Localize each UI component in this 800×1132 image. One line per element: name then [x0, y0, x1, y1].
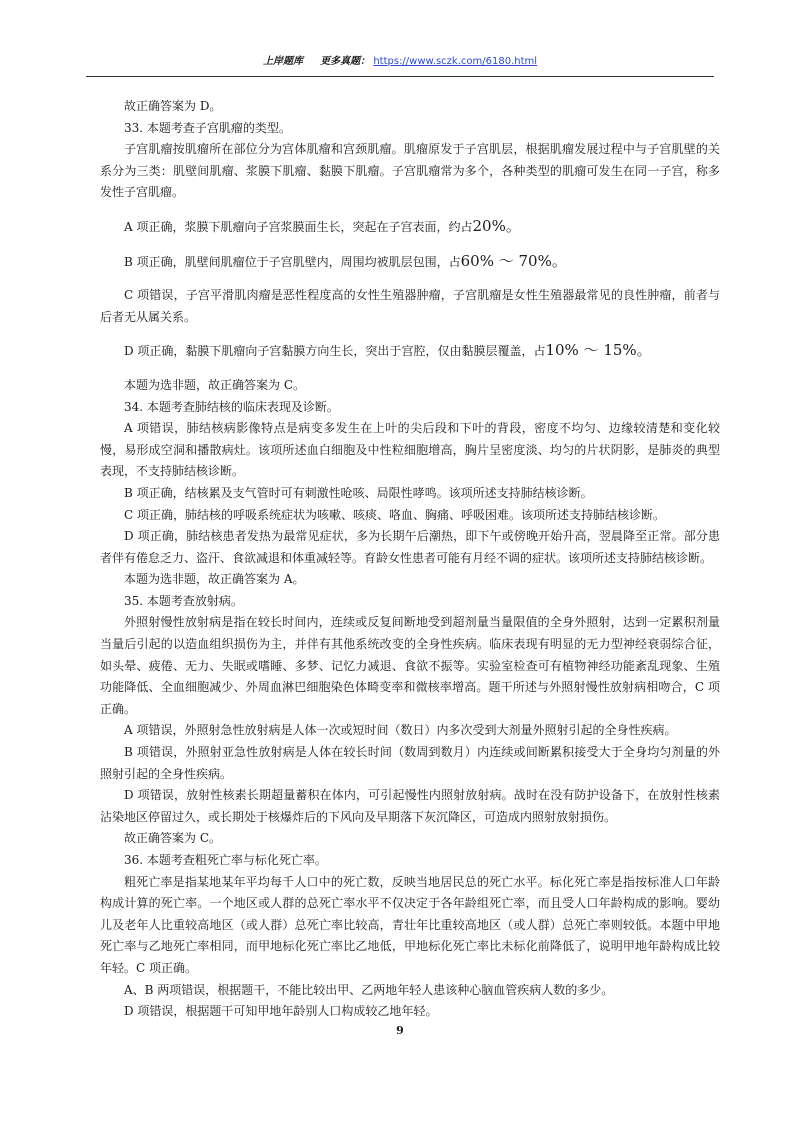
percent-value: 20%。 — [472, 216, 521, 235]
question-heading: 34. 本题考查肺结核的临床表现及诊断。 — [124, 399, 339, 414]
paragraph: C 项正确，肺结核的呼吸系统症状为咳嗽、咳痰、咯血、胸痛、呼吸困难。该项所述支持肺结核诊断。 — [124, 507, 666, 522]
paragraph — [100, 340, 720, 363]
question-heading: 35. 本题考查放射病。 — [124, 593, 243, 608]
source-link[interactable]: https://www.sczk.com/6180.html — [373, 56, 538, 67]
percent-value: 10% ～ 15%。 — [545, 341, 652, 360]
paragraph — [100, 216, 720, 239]
question-heading: 33. 本题考查子宫肌瘤的类型。 — [124, 120, 291, 135]
question-heading: 36. 本题考查粗死亡率与标化死亡率。 — [124, 853, 327, 867]
option-text: A 项正确，浆膜下肌瘤向子宫浆膜面生长，突起在子宫表面，约占 — [124, 219, 473, 234]
page-header — [86, 52, 714, 77]
option-text: B 项正确，肌壁间肌瘤位于子宫肌壁内，周围均被肌层包围，占 — [124, 254, 461, 269]
more-label: 更多真题： — [320, 56, 371, 67]
paragraph: B 项错误，外照射亚急性放射病是人体在较长时间（数周到数月）内连续或间断累积接受大于全身均匀剂量的外照射引起的全身性疾病。 — [100, 745, 720, 781]
paragraph: 故正确答案为 C。 — [124, 831, 221, 846]
paragraph: C 项错误，子宫平滑肌肉瘤是恶性程度高的女性生殖器肿瘤，子宫肌瘤是女性生殖器最常见的良性肿瘤，前者与后者无从属关系。 — [100, 288, 720, 324]
paragraph: 本题为选非题，故正确答案为 A。 — [124, 572, 305, 587]
paragraph: A、B 两项错误，根据题干，不能比较出甲、乙两地年轻人患该种心脑血管疾病人数的多少。 — [124, 982, 614, 997]
paragraph: 子宫肌瘤按肌瘤所在部位分为宫体肌瘤和宫颈肌瘤。肌瘤原发于子宫肌层，根据肌瘤发展过程中与子宫肌壁的关系分为三类：肌壁间肌瘤、浆膜下肌瘤、黏膜下肌瘤。子宫肌瘤常为多个，各种类型的肌瘤可发生在同一子宫，称多发性子宫肌瘤。 — [100, 142, 720, 200]
percent-value: 60% ～ 70%。 — [460, 251, 567, 270]
paragraph — [100, 251, 720, 274]
paragraph: 粗死亡率是指某地某年平均每千人口中的死亡数，反映当地居民总的死亡水平。标化死亡率是指按标准人口年龄构成计算的死亡率。一个地区或人群的总死亡率水平不仅决定于各年龄组死亡率，而且受人口年龄构成的影响。婴幼儿及老年人比重较高地区（或人群）总死亡率比较高，青壮年比重较高地区（或人群）总死亡率则较低。本题中甲地死亡率与乙地死亡率相同，而甲地标化死亡率比乙地低，甲地标化死亡率比未标化前降低了，说明甲地年龄构成比较年轻。C 项正确。 — [100, 874, 720, 975]
paragraph: D 项错误，放射性核素长期超量蓄积在体内，可引起慢性内照射放射病。战时在没有防护设备下，在放射性核素沾染地区停留过久，或长期处于核爆炸后的下风向及早期落下灰沉降区，可造成内照射放射损伤。 — [100, 788, 720, 824]
paragraph: 外照射慢性放射病是指在较长时间内，连续或反复间断地受到超剂量当量限值的全身外照射，达到一定累积剂量当量后引起的以造血组织损伤为主，并伴有其他系统改变的全身性疾病。临床表现有明显的无力型神经衰弱综合征，如头晕、疲倦、无力、失眠或嗜睡、多梦、记忆力减退、食欲不振等。实验室检查可有植物神经功能紊乱现象、生殖功能降低、全血细胞减少、外周血淋巴细胞染色体畸变率和微核率增高。题干所述与外照射慢性放射病相吻合，C 项正确。 — [100, 615, 720, 716]
paragraph: A 项错误，外照射急性放射病是人体一次或短时间（数日）内多次受到大剂量外照射引起的全身性疾病。 — [124, 723, 677, 738]
page-number: 9 — [396, 1024, 404, 1037]
paragraph: 故正确答案为 D。 — [124, 99, 222, 113]
paragraph: D 项正确，肺结核患者发热为最常见症状，多为长期午后潮热，即下午或傍晚开始升高，翌晨降至正常。部分患者伴有倦怠乏力、盗汗、食欲减退和体重减轻等。育龄女性患者可能有月经不调的症状。该项所述支持肺结核诊断。 — [100, 529, 720, 565]
paragraph: A 项错误，肺结核病影像特点是病变多发生在上叶的尖后段和下叶的背段，密度不均匀、边缘较清楚和变化较慢，易形成空洞和播散病灶。该项所述血白细胞及中性粒细胞增高，胸片呈密度淡、均匀的片状阴影，是肺炎的典型表现，不支持肺结核诊断。 — [100, 421, 720, 479]
paragraph: B 项正确，结核累及支气管时可有刺激性呛咳、局限性哮鸣。该项所述支持肺结核诊断。 — [124, 485, 593, 500]
paragraph: 本题为选非题，故正确答案为 C。 — [124, 377, 305, 392]
page-content — [100, 96, 720, 1023]
paragraph: D 项错误，根据题干可知甲地年龄别人口构成较乙地年轻。 — [124, 1004, 438, 1019]
library-name: 上岸题库 — [262, 56, 303, 67]
option-text: D 项正确，黏膜下肌瘤向子宫黏膜方向生长，突出于宫腔，仅由黏膜层覆盖，占 — [124, 344, 546, 359]
